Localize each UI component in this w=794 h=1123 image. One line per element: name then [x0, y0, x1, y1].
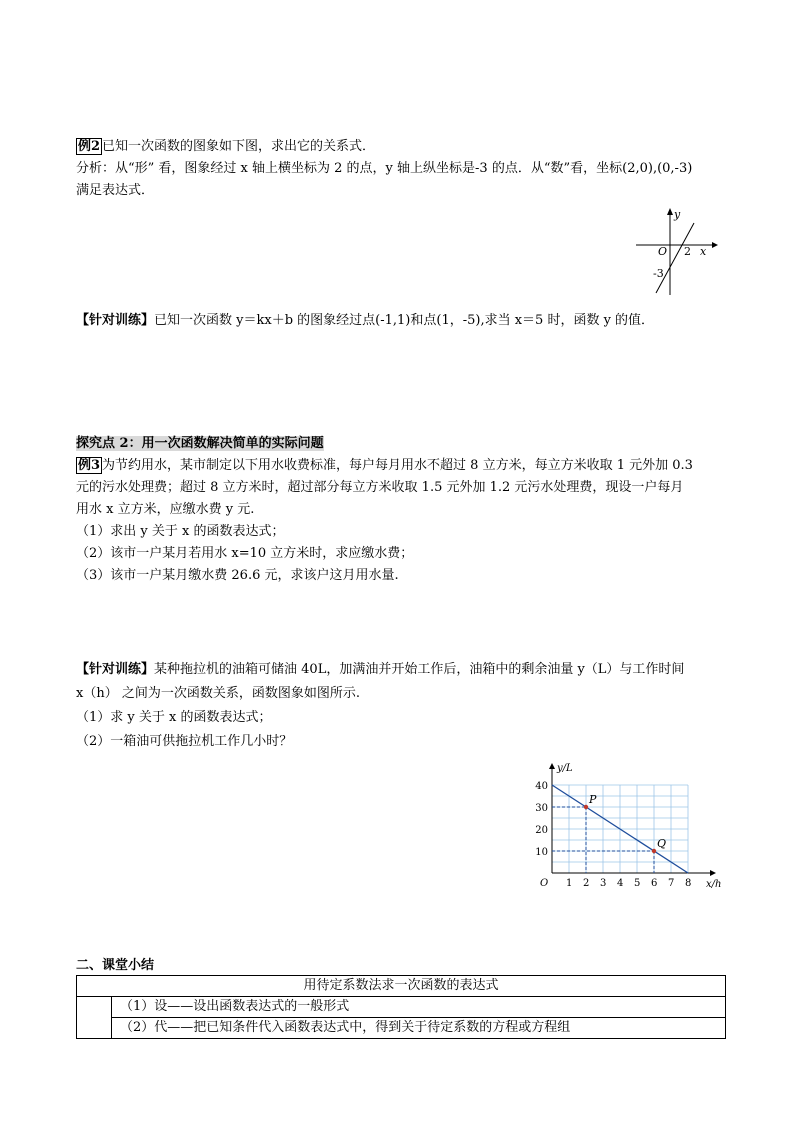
- y-axis-arrow: [549, 763, 555, 769]
- example2-graph: [628, 205, 718, 300]
- example3: [76, 433, 726, 587]
- x-tick-label: 1: [566, 878, 573, 889]
- data-point: [584, 805, 588, 809]
- example3-tag: 例3: [78, 458, 101, 473]
- example3-q1: （1）求出 y 关于 x 的函数表达式；: [76, 524, 285, 539]
- x-intercept-label: 2: [684, 245, 691, 258]
- practice2-q2: （2）一箱油可供拖拉机工作几小时？: [76, 734, 293, 749]
- summary-empty-cell: [77, 997, 112, 1039]
- x-axis-arrow: [712, 242, 718, 248]
- summary-row-1: （1）设——设出函数表达式的一般形式: [112, 997, 726, 1018]
- x-tick-label: 6: [651, 878, 658, 889]
- example2-text: 已知一次函数的图象如下图，求出它的关系式．: [102, 139, 376, 154]
- x-tick-label: 5: [634, 878, 641, 889]
- practice2-q1: （1）求 y 关于 x 的函数表达式；: [76, 710, 272, 725]
- chart-labels: [535, 763, 721, 890]
- y-axis-arrow: [667, 208, 673, 215]
- example2-analysis-line2: 满足表达式．: [76, 183, 155, 198]
- y-tick-label: 30: [535, 803, 548, 814]
- section2-title: 探究点 2：用一次函数解决简单的实际问题: [76, 436, 324, 451]
- example2-tag: 例2: [78, 139, 101, 154]
- x-tick-label: 7: [668, 878, 675, 889]
- y-axis-label: y: [674, 208, 681, 221]
- y-tick-label: 40: [535, 781, 548, 792]
- x-tick-label: 4: [617, 878, 624, 889]
- summary-table: [76, 975, 726, 1039]
- x-axis-title: x/h: [706, 879, 722, 890]
- function-line: [656, 223, 694, 293]
- y-intercept-label: -3: [653, 267, 664, 280]
- x-tick-label: O: [540, 878, 549, 889]
- example3-line2: 元的污水处理费；超过 8 立方米时，超过部分每立方米收取 1.5 元外加 1.2 元污水处理费，现设一户每月: [76, 480, 684, 495]
- summary-heading: 二、课堂小结: [76, 958, 155, 973]
- practice1-text: 已知一次函数 y＝kx＋b 的图象经过点(-1,1)和点(1，-5),求当 x＝5 时，函数 y 的值．: [154, 313, 655, 328]
- practice1-tag: 【针对训练】: [76, 313, 155, 328]
- y-axis-title: y/L: [557, 763, 573, 774]
- y-tick-label: 20: [535, 825, 548, 836]
- practice2-tag: 【针对训练】: [76, 662, 155, 677]
- practice2-line2: x（h） 之间为一次函数关系，函数图象如图所示.: [76, 686, 360, 701]
- example2: [76, 136, 726, 202]
- chart-axes: [549, 763, 716, 876]
- example3-line3: 用水 x 立方米，应缴水费 y 元.: [76, 502, 255, 517]
- origin-label: O: [658, 245, 668, 258]
- point-label: Q: [657, 837, 667, 850]
- example3-q3: （3）该市一户某月缴水费 26.6 元，求该户这月用水量.: [76, 568, 399, 583]
- summary-table-title: 用待定系数法求一次函数的表达式: [77, 976, 726, 997]
- example3-line1: 为节约用水，某市制定以下用水收费标准，每户每月用水不超过 8 立方米，每立方米收取 1 元外加 0.3: [102, 458, 693, 473]
- point-label: P: [589, 793, 597, 806]
- x-axis-arrow: [710, 870, 716, 876]
- example3-q2: （2）该市一户某月若用水 x=10 立方米时，求应缴水费；: [76, 546, 414, 561]
- x-tick-label: 8: [685, 878, 692, 889]
- x-tick-label: 2: [583, 878, 590, 889]
- practice1: [76, 310, 726, 332]
- practice2: [76, 658, 726, 754]
- summary-row-2: （2）代——把已知条件代入函数表达式中，得到关于待定系数的方程或方程组: [112, 1018, 726, 1039]
- example2-analysis-line1: 分析：从“形” 看，图象经过 x 轴上横坐标为 2 的点，y 轴上纵坐标是-3 的点．从“数”看，坐标(2,0),(0,-3): [76, 161, 693, 176]
- fuel-chart: [530, 755, 730, 895]
- data-point: [652, 849, 656, 853]
- practice2-line1: 某种拖拉机的油箱可储油 40L，加满油并开始工作后，油箱中的剩余油量 y（L）与工作时间: [154, 662, 685, 677]
- y-tick-label: 10: [535, 847, 548, 858]
- x-axis-label: x: [700, 245, 707, 258]
- x-tick-label: 3: [600, 878, 607, 889]
